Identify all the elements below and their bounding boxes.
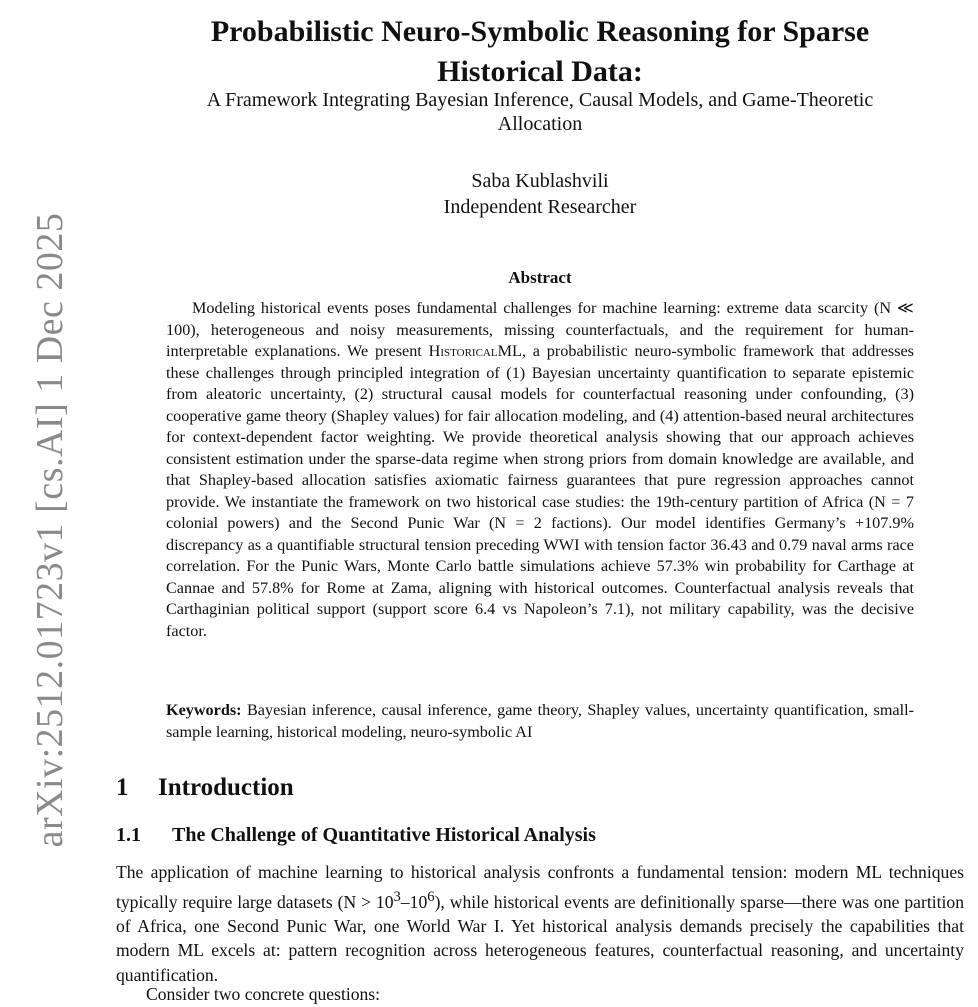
intro-p1-text-b: ), while historical events are definitionally sparse—there was one partition of Africa, one Second Punic War, one World War I. Yet historical analysis demands precisely the capabilities that modern ML excels at: pattern recognition across heterogeneous features, counterfactual reasoning, and uncertainty quantification. (116, 891, 964, 985)
abstract-body (166, 298, 914, 642)
author-block (130, 168, 950, 220)
abstract-text-part-2: , a probabilistic neuro-symbolic framework that addresses these challenges through principled integration of (1) Bayesian uncertainty quantification to separate epistemic from aleatoric uncertainty, (2) structural causal models for counterfactual reasoning under confounding, (3) cooperative game theory (Shapley values) for fair allocation modeling, and (4) attention-based neural architectures for context-dependent factor weighting. We provide theoretical analysis showing that our approach achieves consistent estimation under the sparse-data regime when strong priors from domain knowledge are available, and that Shapley-based allocation satisfies axiomatic fairness guarantees that pure regression approaches cannot provide. We instantiate the framework on two historical case studies: the 19th-century partition of Africa (N = 7 colonial powers) and the Second Punic War (N = 2 factions). Our model identifies Germany’s +107.9% discrepancy as a quantifiable structural tension preceding WWI with tension factor 36.43 and 0.79 naval arms race correlation. For the Punic Wars, Monte Carlo battle simulations achieve 57.3% win probability for Carthage at Cannae and 57.8% for Rome at Zama, aligning with historical outcomes. Counterfactual analysis reveals that Carthaginian political support (support score 6.4 vs Napoleon’s 7.1), not military capability, was the decisive factor. (166, 342, 914, 640)
framework-name: HistoricalML (428, 342, 522, 360)
keywords-list: Bayesian inference, causal inference, game theory, Shapley values, uncertainty quantification, small-sample learning, historical modeling, neuro-symbolic AI (166, 701, 915, 741)
subsection-heading (116, 824, 596, 847)
section-heading-introduction (116, 774, 294, 802)
paper-subtitle (130, 88, 950, 136)
subtitle-line-2: Allocation (497, 113, 583, 135)
subsection-number: 1.1 (116, 824, 141, 846)
keywords (166, 700, 914, 743)
abstract-heading: Abstract (508, 268, 572, 287)
author-affiliation: Independent Researcher (443, 196, 637, 218)
abstract-text-part-1: Modeling historical events poses fundamental challenges for machine learning: extreme data scarcity (N ≪ 100), heterogeneous and noisy measurements, missing counterfactuals, and the requirement for human-interpretable explanations. We present (166, 299, 914, 360)
intro-p1-exponent-2: 6 (427, 888, 435, 905)
author-name: Saba Kublashvili (471, 170, 609, 192)
title-line-1: Probabilistic Neuro-Symbolic Reasoning for Sparse (210, 15, 870, 48)
intro-p1-exponent-1: 3 (393, 888, 401, 905)
arxiv-identifier-stamp: arXiv:2512.01723v1 [cs.AI] 1 Dec 2025 (29, 212, 71, 848)
intro-paragraph-1 (116, 860, 964, 987)
subtitle-line-1: A Framework Integrating Bayesian Inference, Causal Models, and Game-Theoretic (206, 89, 874, 111)
section-number: 1 (116, 774, 129, 801)
intro-paragraph-2: Consider two concrete questions: (146, 984, 381, 1004)
intro-p1-text-a: The application of machine learning to historical analysis confronts a fundamental tension: modern ML techniques typically require large datasets (N > 10 (116, 862, 964, 912)
keywords-label: Keywords: (166, 701, 242, 719)
title-line-2: Historical Data: (437, 55, 643, 88)
section-title: Introduction (158, 774, 294, 801)
intro-p1-dash: –10 (400, 891, 428, 912)
paper-title (130, 12, 950, 92)
subsection-title: The Challenge of Quantitative Historical Analysis (172, 824, 596, 846)
